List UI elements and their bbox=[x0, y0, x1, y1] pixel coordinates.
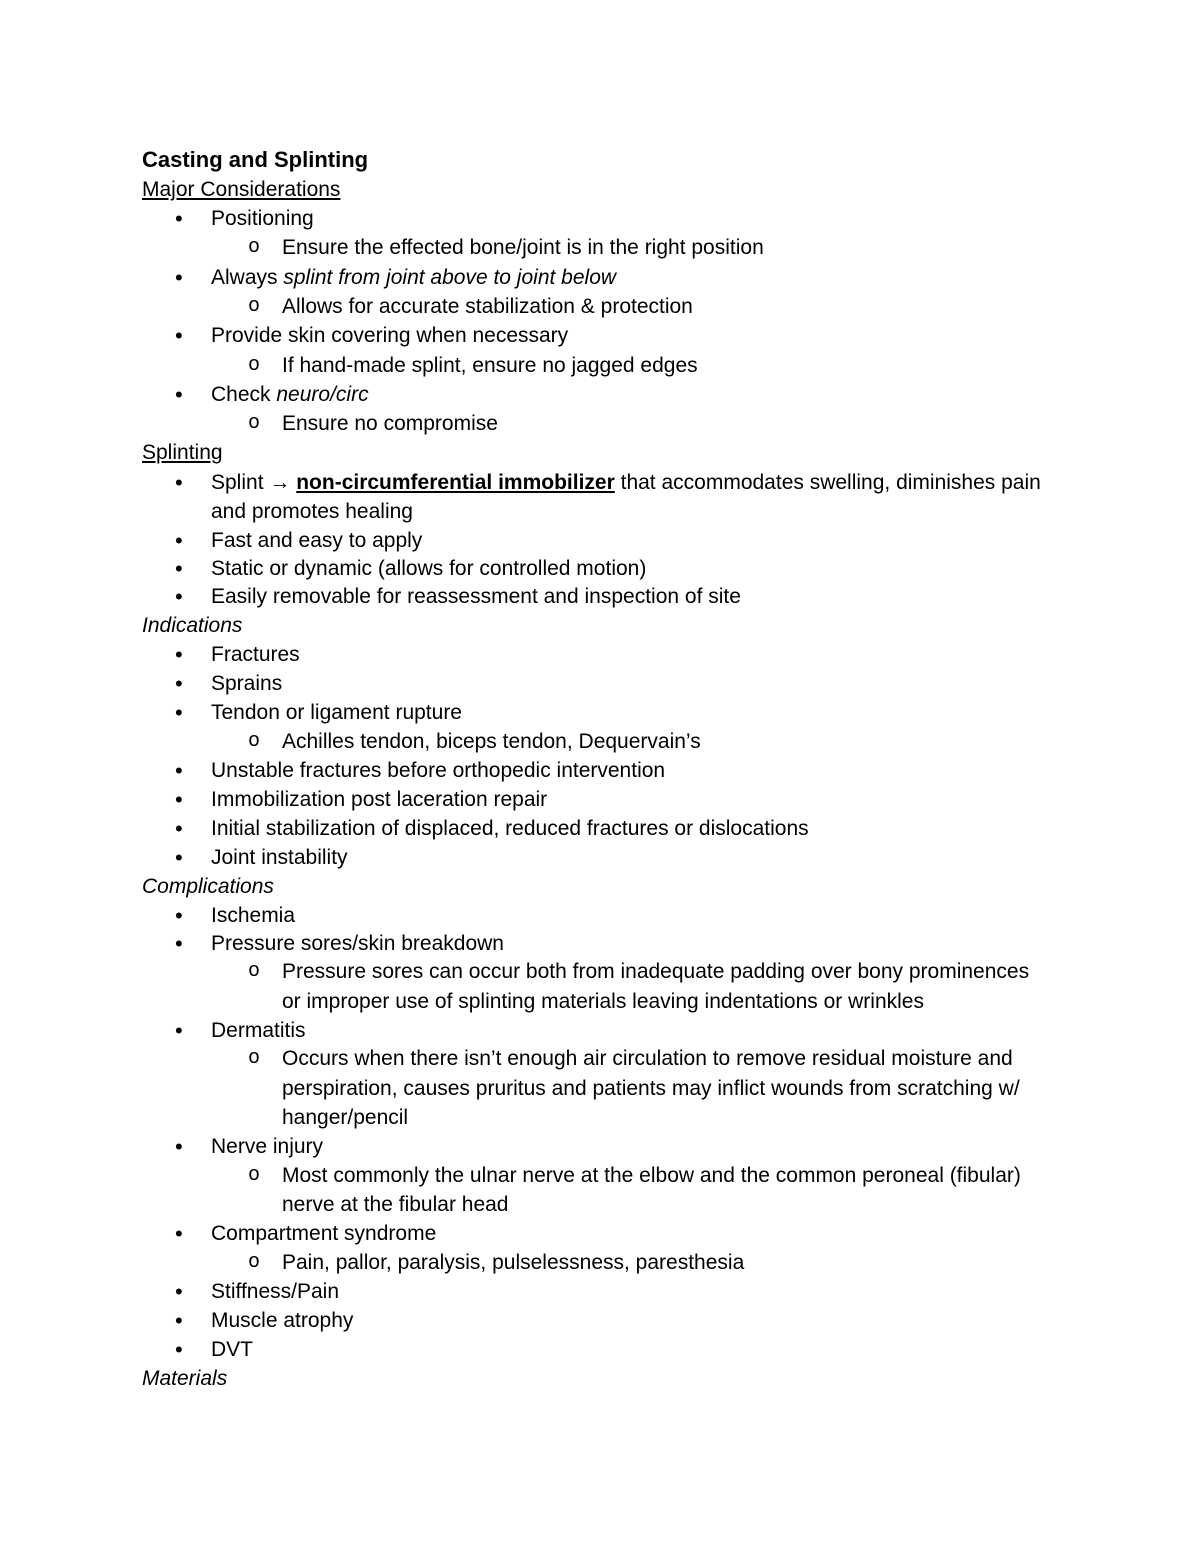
bullet-marker: • bbox=[175, 1221, 183, 1246]
list-item: Positioning bbox=[211, 207, 314, 230]
list-item: Joint instability bbox=[211, 846, 348, 869]
bullet-marker: • bbox=[175, 382, 183, 407]
emphasized-text: neuro/circ bbox=[276, 383, 369, 406]
sub-list-item-continuation: or improper use of splinting materials leaving indentations or wrinkles bbox=[282, 990, 924, 1013]
bullet-marker: • bbox=[175, 787, 183, 812]
bullet-marker: • bbox=[175, 470, 183, 495]
bullet-marker: • bbox=[175, 845, 183, 870]
section-heading-materials: Materials bbox=[142, 1367, 228, 1390]
bullet-marker: • bbox=[175, 931, 183, 956]
list-item: Nerve injury bbox=[211, 1135, 324, 1158]
emphasized-text: splint from joint above to joint below bbox=[283, 266, 617, 289]
sub-bullet-marker: o bbox=[248, 354, 261, 377]
bullet-marker: • bbox=[175, 642, 183, 667]
sub-list-item: Achilles tendon, biceps tendon, Dequervain’s bbox=[282, 730, 701, 753]
list-item: Static or dynamic (allows for controlled motion) bbox=[211, 557, 647, 580]
list-item bbox=[211, 380, 369, 409]
bullet-marker: • bbox=[175, 671, 183, 696]
bullet-marker: • bbox=[175, 700, 183, 725]
bullet-marker: • bbox=[175, 1134, 183, 1159]
bullet-marker: • bbox=[175, 903, 183, 928]
bullet-marker: • bbox=[175, 206, 183, 231]
sub-list-item-continuation: perspiration, causes pruritus and patients may inflict wounds from scratching w/ bbox=[282, 1077, 1020, 1100]
sub-list-item: Ensure no compromise bbox=[282, 412, 498, 435]
bullet-marker: • bbox=[175, 1018, 183, 1043]
list-item bbox=[211, 263, 616, 292]
sub-bullet-marker: o bbox=[248, 1164, 261, 1187]
bullet-marker: • bbox=[175, 1337, 183, 1362]
list-item bbox=[211, 468, 1041, 497]
list-item-prefix: Splint bbox=[211, 471, 270, 494]
list-item: Easily removable for reassessment and inspection of site bbox=[211, 585, 741, 608]
list-item-suffix: that accommodates swelling, diminishes pain bbox=[614, 471, 1041, 494]
sub-list-item: Pressure sores can occur both from inadequate padding over bony prominences bbox=[282, 960, 1030, 983]
bullet-marker: • bbox=[175, 265, 183, 290]
section-heading-indications: Indications bbox=[142, 614, 243, 637]
sub-list-item-continuation: nerve at the fibular head bbox=[282, 1193, 509, 1216]
bullet-marker: • bbox=[175, 758, 183, 783]
bullet-marker: • bbox=[175, 323, 183, 348]
list-item: Unstable fractures before orthopedic intervention bbox=[211, 759, 666, 782]
document-title: Casting and Splinting bbox=[142, 147, 369, 172]
section-heading-splinting: Splinting bbox=[142, 441, 223, 464]
sub-bullet-marker: o bbox=[248, 730, 261, 753]
sub-list-item: Pain, pallor, paralysis, pulselessness, paresthesia bbox=[282, 1251, 745, 1274]
bullet-marker: • bbox=[175, 528, 183, 553]
list-item: Fast and easy to apply bbox=[211, 529, 423, 552]
sub-list-item: Most commonly the ulnar nerve at the elbow and the common peroneal (fibular) bbox=[282, 1164, 1021, 1187]
sub-bullet-marker: o bbox=[248, 412, 261, 435]
list-item: Pressure sores/skin breakdown bbox=[211, 932, 504, 955]
bullet-marker: • bbox=[175, 1308, 183, 1333]
sub-bullet-marker: o bbox=[248, 236, 261, 259]
list-item-prefix: Check bbox=[211, 383, 277, 406]
list-item: Provide skin covering when necessary bbox=[211, 324, 569, 347]
bullet-marker: • bbox=[175, 556, 183, 581]
list-item: Muscle atrophy bbox=[211, 1309, 354, 1332]
list-item-continuation: and promotes healing bbox=[211, 500, 413, 523]
section-heading-complications: Complications bbox=[142, 875, 274, 898]
sub-list-item: Ensure the effected bone/joint is in the right position bbox=[282, 236, 764, 259]
list-item: Initial stabilization of displaced, reduced fractures or dislocations bbox=[211, 817, 809, 840]
list-item: Dermatitis bbox=[211, 1019, 306, 1042]
sub-bullet-marker: o bbox=[248, 1251, 261, 1274]
sub-bullet-marker: o bbox=[248, 960, 261, 983]
key-term: non-circumferential immobilizer bbox=[296, 471, 615, 494]
list-item: DVT bbox=[211, 1338, 253, 1361]
bullet-marker: • bbox=[175, 816, 183, 841]
list-item: Stiffness/Pain bbox=[211, 1280, 340, 1303]
list-item: Ischemia bbox=[211, 904, 296, 927]
list-item: Tendon or ligament rupture bbox=[211, 701, 462, 724]
right-arrow-icon: → bbox=[269, 471, 291, 494]
sub-list-item: Occurs when there isn’t enough air circulation to remove residual moisture and bbox=[282, 1047, 1013, 1070]
sub-bullet-marker: o bbox=[248, 1047, 261, 1070]
list-item-prefix: Always bbox=[211, 266, 284, 289]
list-item: Immobilization post laceration repair bbox=[211, 788, 548, 811]
sub-bullet-marker: o bbox=[248, 295, 261, 318]
sub-list-item: If hand-made splint, ensure no jagged edges bbox=[282, 354, 698, 377]
bullet-marker: • bbox=[175, 1279, 183, 1304]
sub-list-item-continuation: hanger/pencil bbox=[282, 1106, 409, 1129]
bullet-marker: • bbox=[175, 584, 183, 609]
list-item: Fractures bbox=[211, 643, 300, 666]
list-item: Compartment syndrome bbox=[211, 1222, 437, 1245]
list-item: Sprains bbox=[211, 672, 283, 695]
section-heading-major-considerations: Major Considerations bbox=[142, 178, 341, 201]
sub-list-item: Allows for accurate stabilization & protection bbox=[282, 295, 693, 318]
